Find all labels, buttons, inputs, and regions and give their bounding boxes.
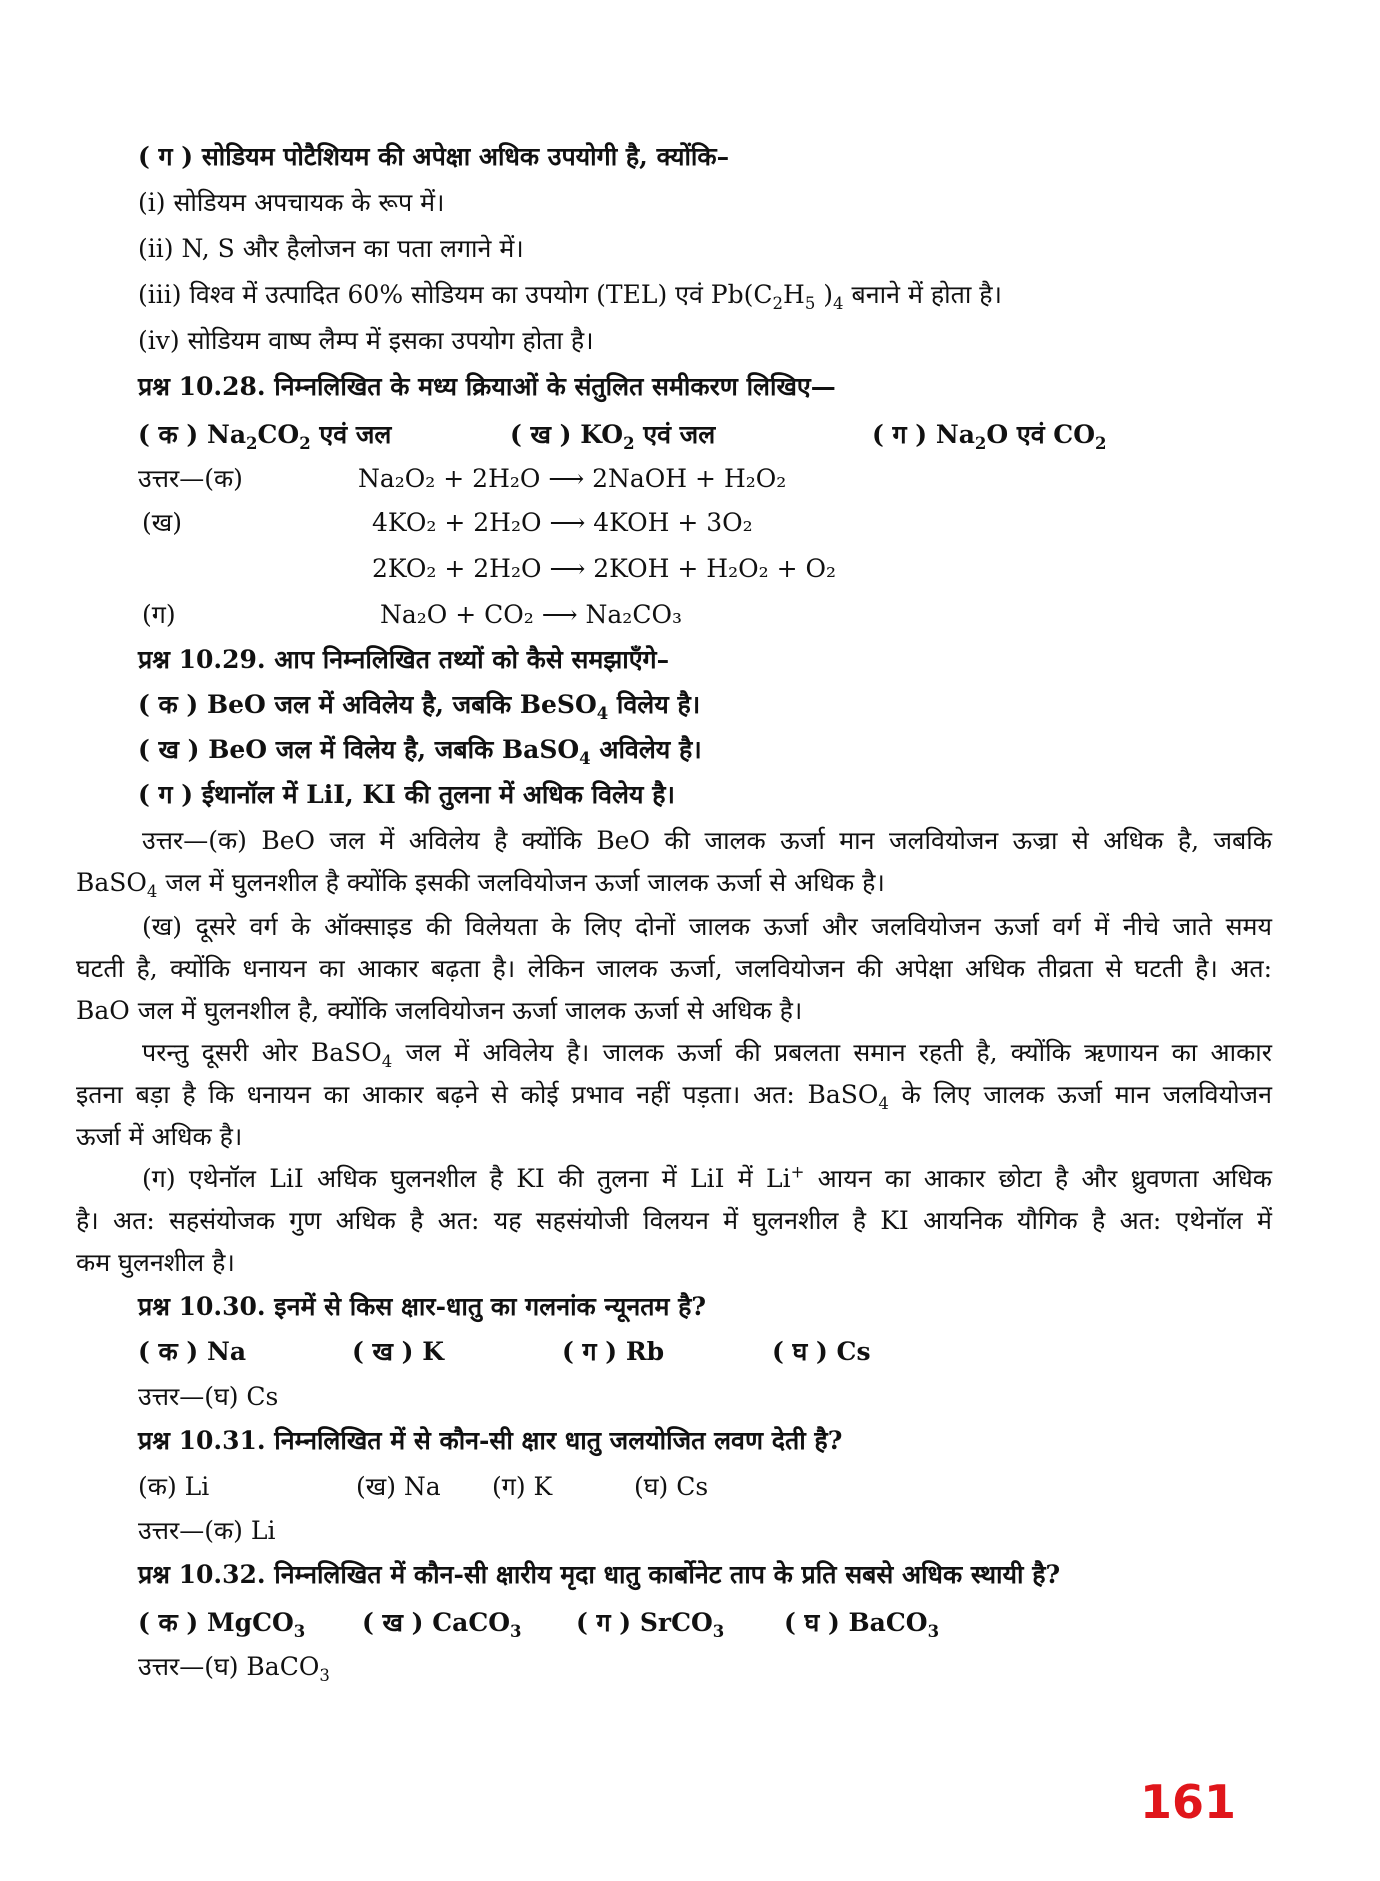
q29-answer-ka-line-2 xyxy=(76,866,885,900)
q32-option-4 xyxy=(784,1606,939,1640)
q29-statement-ga: ( ग ) ईथानॉल में LiI, KI की तुलना में अधिक विलेय है। xyxy=(138,780,675,809)
q29-answer-ga-line-3: कम घुलनशील है। xyxy=(76,1248,235,1277)
q28-option-kha-text-b: एवं जल xyxy=(634,420,716,449)
q28-label-kha: (ख) xyxy=(142,508,182,537)
q28-option-ga-text: ( ग ) Na xyxy=(872,420,975,449)
q29-para-l2-sub: 4 xyxy=(878,1094,889,1113)
q29-answer-kha-line-2: घटती है, क्योंकि धनायन का आकार बढ़ता है। लेकिन जालक ऊर्जा, जलवियोजन की अपेक्षा अधिक तीव्रता से घटती है। अत: xyxy=(76,954,1272,983)
q29-answer-ka-l2-text-b: जल में घुलनशील है क्योंकि इसकी जलवियोजन ऊर्जा जालक ऊर्जा से अधिक है। xyxy=(157,868,885,897)
section-ga-point-2: (ii) N, S और हैलोजन का पता लगाने में। xyxy=(138,234,524,263)
point-3-sub-2: 5 xyxy=(804,294,816,313)
q28-option-ga-sub: 2 xyxy=(974,434,987,453)
q29-answer-ga-line-1 xyxy=(76,1162,1272,1196)
q32-option-2-text: ( ख ) CaCO xyxy=(362,1608,510,1637)
q28-equation-1: Na₂O₂ + 2H₂O ⟶ 2NaOH + H₂O₂ xyxy=(358,464,787,493)
q32-option-2 xyxy=(362,1606,521,1640)
q29-kha-sub: 4 xyxy=(579,749,591,768)
q28-label-ga: (ग) xyxy=(142,600,176,629)
q32-answer-sub: 3 xyxy=(319,1666,330,1685)
point-3-text-d: बनाने में होता है। xyxy=(843,280,1003,309)
question-10-31: प्रश्न 10.31. निम्नलिखित में से कौन-सी क्षार धातु जलयोजित लवण देती है? xyxy=(138,1426,843,1455)
q29-ka-text-b: विलेय है। xyxy=(608,690,701,719)
q28-option-ka-text: ( क ) Na xyxy=(138,420,247,449)
q28-option-ka xyxy=(138,418,391,452)
point-3-text-b: H xyxy=(783,280,805,309)
q30-option-4: ( घ ) Cs xyxy=(772,1337,871,1366)
q31-option-2: (ख) Na xyxy=(356,1472,441,1501)
q28-equation-4: Na₂O + CO₂ ⟶ Na₂CO₃ xyxy=(380,600,682,629)
q32-option-1 xyxy=(138,1606,305,1640)
q29-answer-ga-line-2: है। अत: सहसंयोजक गुण अधिक है अत: यह सहसंयोजी विलयन में घुलनशील है KI आयनिक यौगिक है अत: एथेनॉल में xyxy=(76,1206,1272,1235)
question-10-29: प्रश्न 10.29. आप निम्नलिखित तथ्यों को कैसे समझाएँगे– xyxy=(138,645,670,674)
q28-option-ka-text-b: CO xyxy=(257,420,300,449)
q29-statement-kha xyxy=(138,733,702,767)
q30-option-3: ( ग ) Rb xyxy=(562,1337,665,1366)
q32-option-4-text: ( घ ) BaCO xyxy=(784,1608,928,1637)
q29-para-l1-text: परन्तु दूसरी ओर BaSO xyxy=(142,1038,382,1067)
section-ga-heading: ( ग ) सोडियम पोटैशियम की अपेक्षा अधिक उपयोगी है, क्योंकि– xyxy=(138,142,730,171)
point-3-sub-3: 4 xyxy=(833,294,844,313)
q28-answer-label: उत्तर—(क) xyxy=(138,464,243,493)
q30-answer: उत्तर—(घ) Cs xyxy=(138,1382,279,1411)
q28-option-ga xyxy=(872,418,1106,452)
q32-answer-text: उत्तर—(घ) BaCO xyxy=(138,1652,320,1681)
q29-answer-kha-line-1: (ख) दूसरे वर्ग के ऑक्साइड की विलेयता के लिए दोनों जालक ऊर्जा और जलवियोजन ऊर्जा वर्ग में नीचे जाते समय xyxy=(142,912,1272,941)
point-3-text-c: ) xyxy=(815,280,834,309)
point-3-text-a: (iii) विश्व में उत्पादित 60% सोडियम का उपयोग (TEL) एवं Pb(C xyxy=(138,280,773,309)
question-10-30: प्रश्न 10.30. इनमें से किस क्षार-धातु का गलनांक न्यूनतम है? xyxy=(138,1292,707,1321)
q28-equation-2: 4KO₂ + 2H₂O ⟶ 4KOH + 3O₂ xyxy=(372,508,753,537)
q29-kha-text-b: अविलेय है। xyxy=(590,735,702,764)
q32-option-4-sub: 3 xyxy=(927,1622,940,1641)
q30-option-1: ( क ) Na xyxy=(138,1337,247,1366)
q29-kha-text: ( ख ) BeO जल में विलेय है, जबकि BaSO xyxy=(138,735,580,764)
q28-option-ka-sub-1: 2 xyxy=(246,434,258,453)
q29-statement-ka xyxy=(138,688,700,722)
section-ga-point-1: (i) सोडियम अपचायक के रूप में। xyxy=(138,188,445,217)
q32-option-3 xyxy=(576,1606,724,1640)
q29-answer-ka-l2-sub: 4 xyxy=(146,882,158,901)
q32-option-3-sub: 3 xyxy=(712,1622,725,1641)
q31-option-4: (घ) Cs xyxy=(634,1472,709,1501)
q29-answer-kha-line-3: BaO जल में घुलनशील है, क्योंकि जलवियोजन ऊर्जा जालक ऊर्जा से अधिक है। xyxy=(76,996,803,1025)
q29-answer-ka-l2-text: BaSO xyxy=(76,868,147,897)
q29-answer-ga-l1-sup: + xyxy=(790,1162,805,1182)
question-10-28: प्रश्न 10.28. निम्नलिखित के मध्य क्रियाओं के संतुलित समीकरण लिखिए— xyxy=(138,372,836,401)
point-3-sub-1: 2 xyxy=(772,294,784,313)
q29-answer-ka-line-1: उत्तर—(क) BeO जल में अविलेय है क्योंकि BeO की जालक ऊर्जा मान जलवियोजन ऊज्रा से अधिक है, जबकि xyxy=(142,826,1272,855)
q31-option-3: (ग) K xyxy=(492,1472,553,1501)
q28-option-kha xyxy=(510,418,715,452)
section-ga-point-3 xyxy=(138,278,1002,312)
q30-option-2: ( ख ) K xyxy=(352,1337,444,1366)
q28-equation-3: 2KO₂ + 2H₂O ⟶ 2KOH + H₂O₂ + O₂ xyxy=(372,554,836,583)
q31-answer: उत्तर—(क) Li xyxy=(138,1516,276,1545)
q28-option-kha-sub: 2 xyxy=(623,434,635,453)
q28-option-ka-text-c: एवं जल xyxy=(310,420,392,449)
q29-answer-para-line-3: ऊर्जा में अधिक है। xyxy=(76,1122,243,1151)
q32-option-1-text: ( क ) MgCO xyxy=(138,1608,294,1637)
q29-ka-sub: 4 xyxy=(596,704,609,723)
q32-option-3-text: ( ग ) SrCO xyxy=(576,1608,713,1637)
q29-answer-para-line-2 xyxy=(76,1078,1272,1112)
q29-answer-para-line-1 xyxy=(76,1036,1272,1070)
q28-option-ga-text-b: O एवं CO xyxy=(986,420,1095,449)
q32-option-1-sub: 3 xyxy=(293,1622,306,1641)
q32-option-2-sub: 3 xyxy=(510,1622,522,1641)
q29-para-l2-text: इतना बड़ा है कि धनायन का आकार बढ़ने से कोई प्रभाव नहीं पड़ता। अत: BaSO xyxy=(76,1080,879,1109)
page-number: 161 xyxy=(1140,1775,1237,1829)
q29-answer-ga-l1-text-b: आयन का आकार छोटा है और ध्रुवणता अधिक xyxy=(804,1164,1272,1193)
question-10-32: प्रश्न 10.32. निम्नलिखित में कौन-सी क्षारीय मृदा धातु कार्बोनेट ताप के प्रति सबसे अधिक स्थायी है? xyxy=(138,1560,1061,1589)
q28-option-kha-text: ( ख ) KO xyxy=(510,420,624,449)
q29-para-l1-sub: 4 xyxy=(381,1052,393,1071)
q29-para-l2-text-b: के लिए जालक ऊर्जा मान जलवियोजन xyxy=(888,1080,1272,1109)
q32-answer xyxy=(138,1650,330,1684)
q31-option-1: (क) Li xyxy=(138,1472,210,1501)
q28-option-ka-sub-2: 2 xyxy=(299,434,311,453)
q28-option-ga-sub-2: 2 xyxy=(1094,434,1107,453)
q29-ka-text: ( क ) BeO जल में अविलेय है, जबकि BeSO xyxy=(138,690,597,719)
section-ga-point-4: (iv) सोडियम वाष्प लैम्प में इसका उपयोग होता है। xyxy=(138,326,594,355)
q29-answer-ga-l1-text: (ग) एथेनॉल LiI अधिक घुलनशील है KI की तुलना में LiI में Li xyxy=(142,1164,791,1193)
q29-para-l1-text-b: जल में अविलेय है। जालक ऊर्जा की प्रबलता समान रहती है, क्योंकि ऋणायन का आकार xyxy=(392,1038,1272,1067)
